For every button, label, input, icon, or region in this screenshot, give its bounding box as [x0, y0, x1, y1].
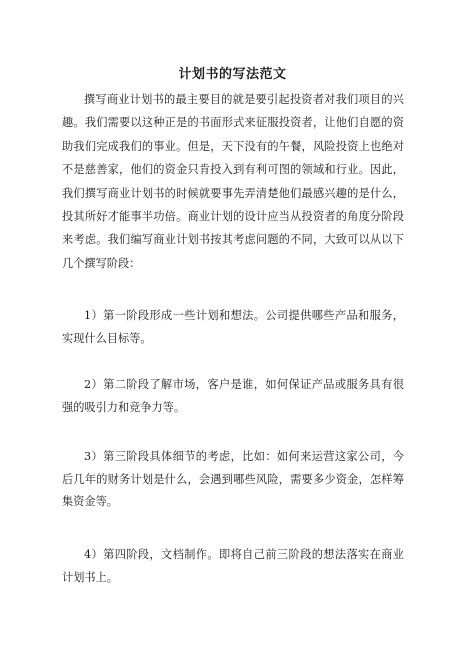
- step-2-paragraph: 2）第二阶段了解市场，客户是谁，如何保证产品或服务具有很强的吸引力和竞争力等。: [62, 378, 404, 414]
- step-3-paragraph: 3）第三阶段具体细节的考虑，比如：如何来运营这家公司，今后几年的财务计划是什么，会遇到哪些风险，需要多少资金，怎样筹集资金等。: [62, 450, 404, 508]
- document-title: 计划书的写法范文: [178, 67, 287, 82]
- step-1-paragraph: 1）第一阶段形成一些计划和想法。公司提供哪些产品和服务，实现什么目标等。: [62, 309, 404, 345]
- intro-paragraph: 撰写商业计划书的最主要目的就是要引起投资者对我们项目的兴趣。我们需要以这种正是的书面形式来征服投资者，让他们自愿的资助我们完成我们的事业。但是，天下没有的午餐，风险投资上也绝对不是慈善家，他们的资金只肯投入到有利可图的领域和行业。因此，我们撰写商业计划书的时候就要事先弄清楚他们最感兴趣的是什么，投其所好才能事半功倍。商业计划的设计应当从投资者的角度分阶段来考虑。我们编写商业计划书按其考虑问题的不同，大致可以从以下几个撰写阶段：: [62, 93, 404, 270]
- step-4-paragraph: 4）第四阶段，文档制作。即将自己前三阶段的想法落实在商业计划书上。: [62, 548, 404, 584]
